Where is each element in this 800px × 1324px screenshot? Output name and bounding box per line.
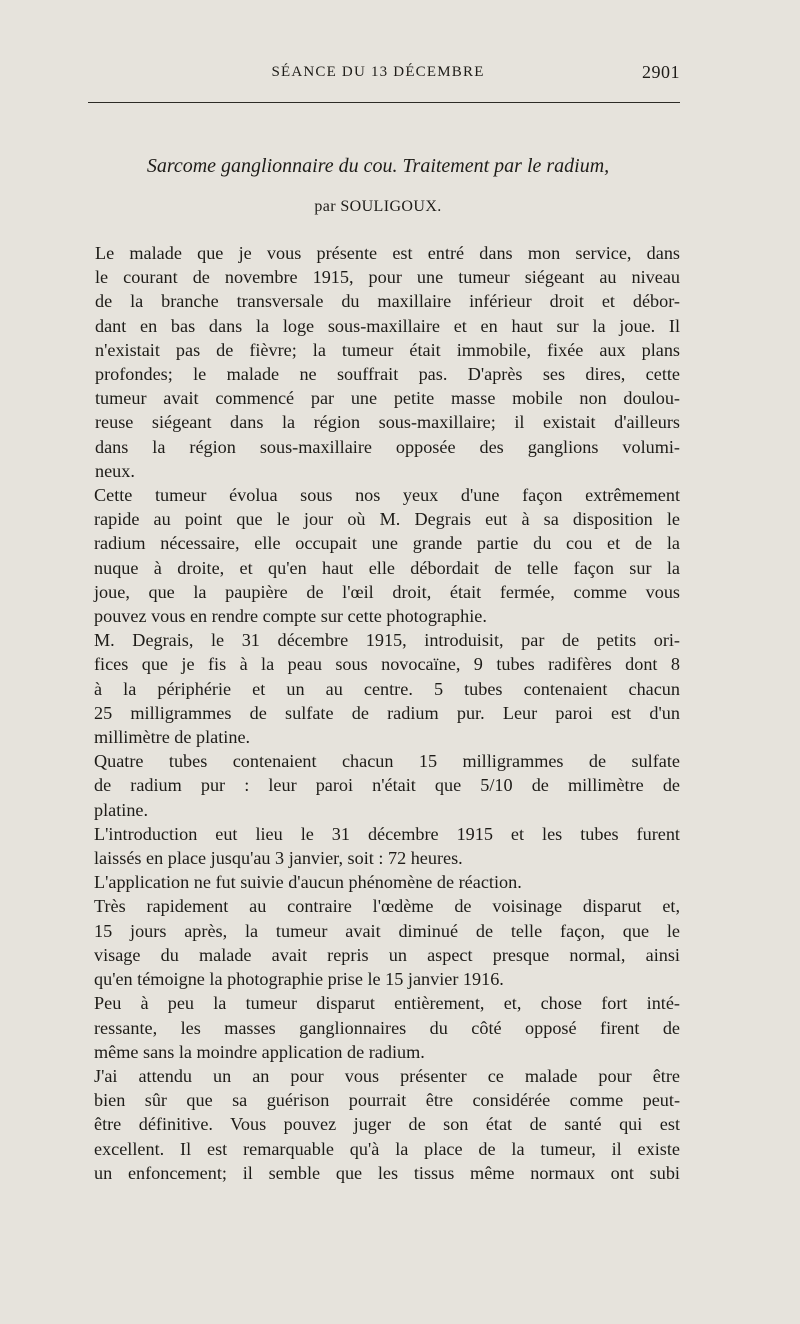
- article-byline: par SOULIGOUX.: [314, 198, 442, 215]
- text-line: Le malade que je vous présente est entré dans mon service, dans: [95, 243, 680, 263]
- text-line: qu'en témoigne la photographie prise le 15 janvier 1916.: [94, 969, 504, 990]
- text-line: n'existait pas de fièvre; la tumeur était immobile, fixée aux plans: [95, 339, 680, 360]
- text-line: Quatre tubes contenaient chacun 15 milligrammes de sulfate: [94, 751, 680, 772]
- text-line: Cette tumeur évolua sous nos yeux d'une façon extrêmement: [94, 485, 680, 506]
- text-line: L'introduction eut lieu le 31 décembre 1915 et les tubes furent: [94, 823, 680, 844]
- text-line: neux.: [95, 460, 135, 481]
- paragraph: [76, 991, 680, 1064]
- text-line: M. Degrais, le 31 décembre 1915, introduisit, par de petits ori-: [94, 630, 680, 651]
- text-line: 15 jours après, la tumeur avait diminué de telle façon, que le: [94, 920, 680, 941]
- paragraph: [76, 483, 680, 628]
- text-line: nuque à droite, et qu'en haut elle débordait de telle façon sur la: [94, 557, 680, 578]
- text-line: Très rapidement au contraire l'œdème de voisinage disparut et,: [94, 896, 680, 917]
- text-line: millimètre de platine.: [94, 727, 251, 748]
- text-line: ressante, les masses ganglionnaires du côté opposé firent de: [94, 1017, 680, 1038]
- text-line: de la branche transversale du maxillaire inférieur droit et débor-: [95, 291, 680, 312]
- text-line: reuse siégeant dans la région sous-maxillaire; il existait d'ailleurs: [95, 412, 680, 433]
- text-line: excellent. Il est remarquable qu'à la place de la tumeur, il existe: [94, 1138, 680, 1159]
- article-title: Sarcome ganglionnaire du cou. Traitement par le radium,: [146, 155, 610, 177]
- text-line: rapide au point que le jour où M. Degrais eut à sa disposition le: [94, 509, 680, 530]
- paragraph: [76, 749, 680, 822]
- paragraph: [76, 241, 680, 483]
- text-line: Peu à peu la tumeur disparut entièrement, et, chose fort inté-: [94, 993, 680, 1014]
- text-line: J'ai attendu un an pour vous présenter ce malade pour être: [94, 1065, 680, 1086]
- text-line: être définitive. Vous pouvez juger de son état de santé qui est: [94, 1114, 680, 1135]
- page-number: 2901: [642, 62, 680, 82]
- paragraph: [76, 870, 680, 894]
- text-line: même sans la moindre application de radium.: [94, 1041, 425, 1062]
- header-rule: [88, 102, 680, 103]
- text-line: dans la région sous-maxillaire opposée des ganglions volumi-: [95, 436, 680, 457]
- paragraph: [76, 822, 680, 870]
- running-head: [76, 62, 680, 86]
- paragraph: [76, 628, 680, 749]
- text-line: profondes; le malade ne souffrait pas. D'après ses dires, cette: [95, 364, 680, 385]
- text-line: fices que je fis à la peau sous novocaïne, 9 tubes radifères dont 8: [94, 654, 680, 675]
- article-body: [76, 241, 680, 1185]
- text-line: un enfoncement; il semble que les tissus même normaux ont subi: [94, 1162, 680, 1183]
- text-line: joue, que la paupière de l'œil droit, était fermée, comme vous: [94, 581, 680, 602]
- text-line: L'application ne fut suivie d'aucun phénomène de réaction.: [94, 872, 522, 893]
- paragraph: [76, 1064, 680, 1185]
- text-line: visage du malade avait repris un aspect presque normal, ainsi: [94, 944, 680, 965]
- text-line: dant en bas dans la loge sous-maxillaire et en haut sur la joue. Il: [95, 315, 680, 336]
- text-line: pouvez vous en rendre compte sur cette photographie.: [94, 606, 487, 627]
- text-line: de radium pur : leur paroi n'était que 5/10 de millimètre de: [94, 775, 680, 796]
- text-line: à la périphérie et un au centre. 5 tubes contenaient chacun: [94, 678, 680, 699]
- running-title: SÉANCE DU 13 DÉCEMBRE: [271, 64, 485, 80]
- text-line: radium nécessaire, elle occupait une grande partie du cou et de la: [94, 533, 680, 554]
- text-line: bien sûr que sa guérison pourrait être considérée comme peut-: [94, 1090, 680, 1111]
- text-line: laissés en place jusqu'au 3 janvier, soit : 72 heures.: [94, 848, 463, 869]
- text-line: le courant de novembre 1915, pour une tumeur siégeant au niveau: [95, 267, 680, 288]
- text-line: 25 milligrammes de sulfate de radium pur. Leur paroi est d'un: [94, 702, 680, 723]
- paragraph: [76, 894, 680, 991]
- text-line: platine.: [94, 799, 149, 820]
- text-line: tumeur avait commencé par une petite masse mobile non doulou-: [95, 388, 680, 409]
